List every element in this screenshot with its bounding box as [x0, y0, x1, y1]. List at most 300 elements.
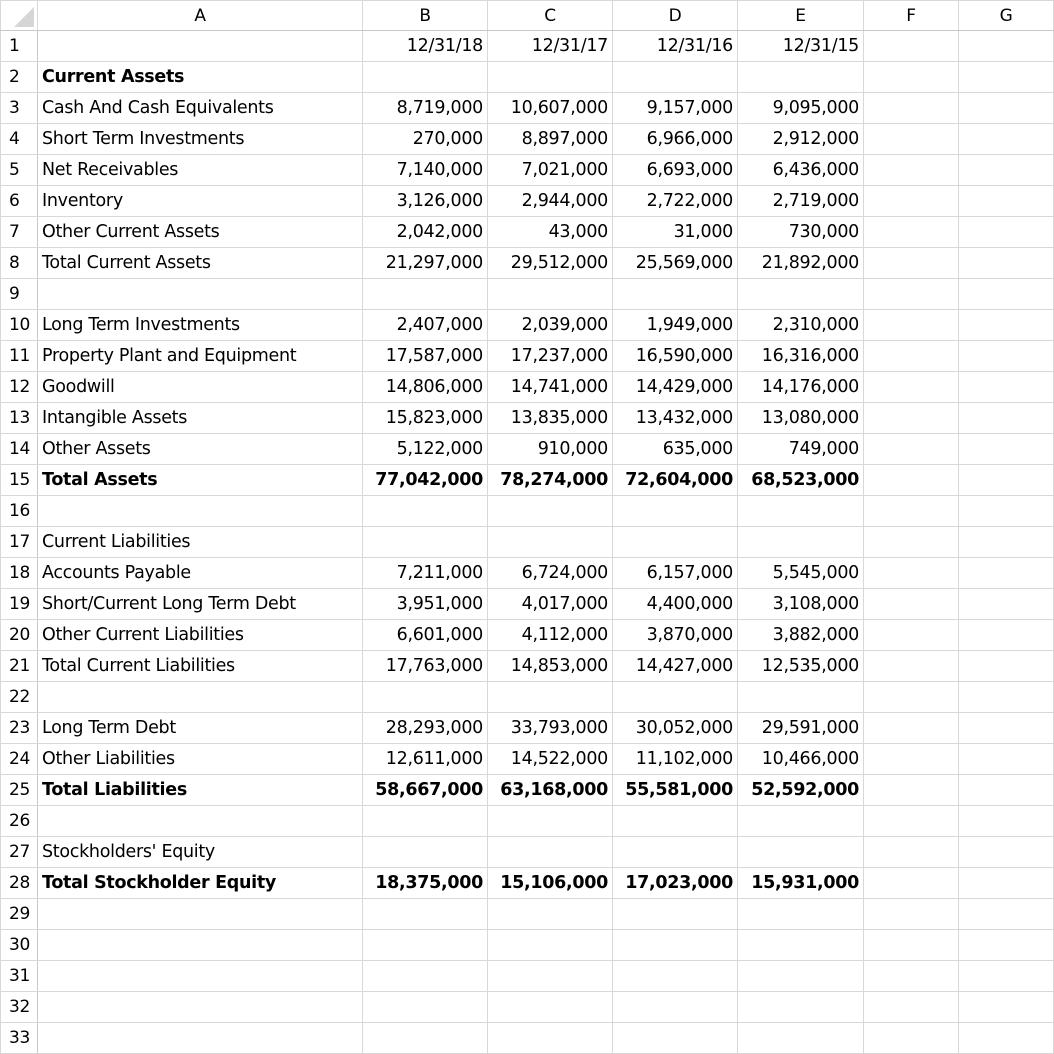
cell-label[interactable]: Other Liabilities: [38, 744, 363, 775]
row-header[interactable]: 29: [1, 899, 38, 930]
cell-label[interactable]: Short Term Investments: [38, 124, 363, 155]
sheet-row: [1, 961, 1054, 992]
row-header[interactable]: 26: [1, 806, 38, 837]
cell-label[interactable]: [38, 992, 363, 1023]
cell-g[interactable]: [959, 62, 1054, 93]
cell-c[interactable]: 10,607,000: [488, 93, 613, 124]
cell-label[interactable]: Current Assets: [38, 62, 363, 93]
sheet-row: [1, 744, 1054, 775]
row-header[interactable]: 11: [1, 341, 38, 372]
cell-e[interactable]: [738, 279, 864, 310]
row-header[interactable]: 27: [1, 837, 38, 868]
cell-d[interactable]: [613, 930, 738, 961]
cell-label[interactable]: Long Term Investments: [38, 310, 363, 341]
cell-e[interactable]: 14,176,000: [738, 372, 864, 403]
cell-c[interactable]: [488, 930, 613, 961]
cell-e[interactable]: 10,466,000: [738, 744, 864, 775]
column-header-b[interactable]: B: [363, 1, 488, 31]
cell-label[interactable]: Total Liabilities: [38, 775, 363, 806]
cell-e[interactable]: 3,882,000: [738, 620, 864, 651]
cell-e[interactable]: [738, 992, 864, 1023]
cell-f[interactable]: [864, 62, 959, 93]
cell-label[interactable]: Long Term Debt: [38, 713, 363, 744]
cell-b[interactable]: 12,611,000: [363, 744, 488, 775]
row-header[interactable]: 25: [1, 775, 38, 806]
cell-f[interactable]: [864, 682, 959, 713]
sheet-row: [1, 403, 1054, 434]
cell-f[interactable]: [864, 744, 959, 775]
cell-e[interactable]: [738, 899, 864, 930]
cell-g[interactable]: [959, 93, 1054, 124]
cell-g[interactable]: [959, 651, 1054, 682]
cell-g[interactable]: [959, 186, 1054, 217]
cell-c[interactable]: [488, 806, 613, 837]
row-header[interactable]: 5: [1, 155, 38, 186]
cell-d[interactable]: [613, 496, 738, 527]
cell-e[interactable]: [738, 806, 864, 837]
cell-f[interactable]: [864, 713, 959, 744]
cell-e[interactable]: [738, 837, 864, 868]
cell-e[interactable]: [738, 1023, 864, 1054]
cell-d[interactable]: 6,157,000: [613, 558, 738, 589]
cell-e[interactable]: [738, 930, 864, 961]
cell-b[interactable]: [363, 279, 488, 310]
cell-c[interactable]: [488, 1023, 613, 1054]
row-header[interactable]: 21: [1, 651, 38, 682]
cell-label[interactable]: Cash And Cash Equivalents: [38, 93, 363, 124]
cell-e[interactable]: 2,912,000: [738, 124, 864, 155]
cell-label[interactable]: Inventory: [38, 186, 363, 217]
cell-label[interactable]: [38, 961, 363, 992]
cell-f[interactable]: [864, 527, 959, 558]
cell-d[interactable]: 14,427,000: [613, 651, 738, 682]
cell-b[interactable]: 58,667,000: [363, 775, 488, 806]
cell-b[interactable]: 6,601,000: [363, 620, 488, 651]
column-header-f[interactable]: F: [864, 1, 959, 31]
sheet-row: [1, 868, 1054, 899]
cell-c[interactable]: 2,039,000: [488, 310, 613, 341]
cell-b[interactable]: 270,000: [363, 124, 488, 155]
row-header[interactable]: 13: [1, 403, 38, 434]
cell-c[interactable]: 78,274,000: [488, 465, 613, 496]
cell-b[interactable]: [363, 899, 488, 930]
cell-c[interactable]: [488, 837, 613, 868]
cell-g[interactable]: [959, 496, 1054, 527]
cell-d[interactable]: 11,102,000: [613, 744, 738, 775]
cell-label[interactable]: [38, 496, 363, 527]
cell-c[interactable]: 14,741,000: [488, 372, 613, 403]
cell-label[interactable]: [38, 899, 363, 930]
cell-label[interactable]: [38, 930, 363, 961]
sheet-row: [1, 434, 1054, 465]
cell-b[interactable]: 2,407,000: [363, 310, 488, 341]
sheet-row: [1, 713, 1054, 744]
cell-g[interactable]: [959, 992, 1054, 1023]
row-header[interactable]: 31: [1, 961, 38, 992]
cell-f[interactable]: [864, 899, 959, 930]
cell-b[interactable]: [363, 961, 488, 992]
cell-g[interactable]: [959, 403, 1054, 434]
cell-b[interactable]: 28,293,000: [363, 713, 488, 744]
cell-f[interactable]: [864, 279, 959, 310]
cell-d[interactable]: [613, 279, 738, 310]
cell-c[interactable]: [488, 961, 613, 992]
cell-e[interactable]: 52,592,000: [738, 775, 864, 806]
select-all-corner[interactable]: [1, 1, 38, 31]
cell-b[interactable]: 5,122,000: [363, 434, 488, 465]
cell-g[interactable]: [959, 217, 1054, 248]
sheet-row: [1, 248, 1054, 279]
cell-g[interactable]: [959, 930, 1054, 961]
cell-g[interactable]: [959, 837, 1054, 868]
cell-f[interactable]: [864, 589, 959, 620]
row-header[interactable]: 9: [1, 279, 38, 310]
cell-label[interactable]: Other Current Liabilities: [38, 620, 363, 651]
cell-label[interactable]: [38, 279, 363, 310]
cell-label[interactable]: [38, 806, 363, 837]
cell-label[interactable]: Other Current Assets: [38, 217, 363, 248]
cell-g[interactable]: [959, 1023, 1054, 1054]
column-header-d[interactable]: D: [613, 1, 738, 31]
sheet-body: [1, 31, 1054, 1054]
cell-d[interactable]: 2,722,000: [613, 186, 738, 217]
sheet-row: [1, 124, 1054, 155]
cell-c[interactable]: 14,522,000: [488, 744, 613, 775]
cell-f[interactable]: [864, 434, 959, 465]
cell-c[interactable]: 4,017,000: [488, 589, 613, 620]
cell-c[interactable]: 7,021,000: [488, 155, 613, 186]
row-header[interactable]: 20: [1, 620, 38, 651]
cell-d[interactable]: [613, 527, 738, 558]
cell-d[interactable]: [613, 961, 738, 992]
cell-f[interactable]: [864, 217, 959, 248]
cell-label[interactable]: Net Receivables: [38, 155, 363, 186]
cell-b[interactable]: [363, 930, 488, 961]
cell-d[interactable]: [613, 1023, 738, 1054]
cell-c[interactable]: 8,897,000: [488, 124, 613, 155]
cell-g[interactable]: [959, 341, 1054, 372]
cell-b[interactable]: 18,375,000: [363, 868, 488, 899]
row-header[interactable]: 1: [1, 31, 38, 62]
cell-b[interactable]: 7,140,000: [363, 155, 488, 186]
cell-g[interactable]: [959, 899, 1054, 930]
sheet-row: [1, 496, 1054, 527]
sheet-row: [1, 527, 1054, 558]
cell-d[interactable]: 4,400,000: [613, 589, 738, 620]
cell-b[interactable]: 15,823,000: [363, 403, 488, 434]
row-header[interactable]: 6: [1, 186, 38, 217]
cell-d[interactable]: 25,569,000: [613, 248, 738, 279]
cell-c[interactable]: [488, 682, 613, 713]
cell-e[interactable]: [738, 62, 864, 93]
cell-label[interactable]: Intangible Assets: [38, 403, 363, 434]
cell-b[interactable]: [363, 837, 488, 868]
cell-g[interactable]: [959, 589, 1054, 620]
cell-label[interactable]: Total Assets: [38, 465, 363, 496]
sheet-row: [1, 806, 1054, 837]
sheet-row: [1, 465, 1054, 496]
cell-f[interactable]: [864, 930, 959, 961]
cell-e[interactable]: [738, 527, 864, 558]
cell-d[interactable]: 14,429,000: [613, 372, 738, 403]
sheet-row: [1, 62, 1054, 93]
cell-e[interactable]: 29,591,000: [738, 713, 864, 744]
cell-g[interactable]: [959, 961, 1054, 992]
cell-c[interactable]: 6,724,000: [488, 558, 613, 589]
cell-f[interactable]: [864, 124, 959, 155]
sheet-row: [1, 279, 1054, 310]
cell-c[interactable]: [488, 527, 613, 558]
cell-c[interactable]: [488, 62, 613, 93]
cell-label[interactable]: [38, 31, 363, 62]
cell-b[interactable]: [363, 1023, 488, 1054]
cell-label[interactable]: Other Assets: [38, 434, 363, 465]
column-header-a[interactable]: A: [38, 1, 363, 31]
row-header[interactable]: 18: [1, 558, 38, 589]
cell-d[interactable]: 72,604,000: [613, 465, 738, 496]
sheet-row: [1, 155, 1054, 186]
column-header-row: [1, 1, 1054, 31]
cell-d[interactable]: [613, 837, 738, 868]
cell-g[interactable]: [959, 682, 1054, 713]
cell-f[interactable]: [864, 775, 959, 806]
cell-label[interactable]: [38, 682, 363, 713]
cell-g[interactable]: [959, 620, 1054, 651]
cell-b[interactable]: 2,042,000: [363, 217, 488, 248]
cell-d[interactable]: 6,966,000: [613, 124, 738, 155]
sheet-row: [1, 992, 1054, 1023]
cell-c[interactable]: [488, 992, 613, 1023]
row-header[interactable]: 7: [1, 217, 38, 248]
cell-d[interactable]: 9,157,000: [613, 93, 738, 124]
cell-b[interactable]: [363, 496, 488, 527]
cell-g[interactable]: [959, 744, 1054, 775]
row-header[interactable]: 16: [1, 496, 38, 527]
cell-c[interactable]: 33,793,000: [488, 713, 613, 744]
cell-label[interactable]: Accounts Payable: [38, 558, 363, 589]
row-header[interactable]: 14: [1, 434, 38, 465]
cell-c[interactable]: 13,835,000: [488, 403, 613, 434]
cell-g[interactable]: [959, 713, 1054, 744]
cell-f[interactable]: [864, 31, 959, 62]
cell-e[interactable]: 6,436,000: [738, 155, 864, 186]
row-header[interactable]: 19: [1, 589, 38, 620]
row-header[interactable]: 23: [1, 713, 38, 744]
cell-e[interactable]: 13,080,000: [738, 403, 864, 434]
cell-d[interactable]: [613, 682, 738, 713]
row-header[interactable]: 12: [1, 372, 38, 403]
cell-d[interactable]: 12/31/16: [613, 31, 738, 62]
cell-d[interactable]: 31,000: [613, 217, 738, 248]
cell-g[interactable]: [959, 372, 1054, 403]
sheet-row: [1, 651, 1054, 682]
cell-e[interactable]: 749,000: [738, 434, 864, 465]
cell-g[interactable]: [959, 775, 1054, 806]
cell-d[interactable]: 55,581,000: [613, 775, 738, 806]
cell-c[interactable]: 12/31/17: [488, 31, 613, 62]
row-header[interactable]: 3: [1, 93, 38, 124]
cell-d[interactable]: [613, 806, 738, 837]
cell-d[interactable]: 16,590,000: [613, 341, 738, 372]
cell-c[interactable]: [488, 279, 613, 310]
cell-label[interactable]: Total Current Assets: [38, 248, 363, 279]
cell-g[interactable]: [959, 868, 1054, 899]
cell-f[interactable]: [864, 248, 959, 279]
cell-e[interactable]: 68,523,000: [738, 465, 864, 496]
sheet-row: [1, 837, 1054, 868]
cell-f[interactable]: [864, 1023, 959, 1054]
cell-c[interactable]: 910,000: [488, 434, 613, 465]
cell-f[interactable]: [864, 341, 959, 372]
sheet-row: [1, 372, 1054, 403]
cell-e[interactable]: 5,545,000: [738, 558, 864, 589]
cell-f[interactable]: [864, 465, 959, 496]
cell-d[interactable]: 635,000: [613, 434, 738, 465]
cell-g[interactable]: [959, 527, 1054, 558]
cell-c[interactable]: 43,000: [488, 217, 613, 248]
row-header[interactable]: 28: [1, 868, 38, 899]
cell-label[interactable]: Goodwill: [38, 372, 363, 403]
cell-b[interactable]: 3,951,000: [363, 589, 488, 620]
cell-e[interactable]: 12/31/15: [738, 31, 864, 62]
cell-b[interactable]: [363, 62, 488, 93]
cell-g[interactable]: [959, 310, 1054, 341]
cell-f[interactable]: [864, 806, 959, 837]
cell-c[interactable]: [488, 496, 613, 527]
cell-e[interactable]: 730,000: [738, 217, 864, 248]
cell-c[interactable]: 29,512,000: [488, 248, 613, 279]
cell-f[interactable]: [864, 651, 959, 682]
cell-b[interactable]: 21,297,000: [363, 248, 488, 279]
cell-e[interactable]: 15,931,000: [738, 868, 864, 899]
cell-c[interactable]: 17,237,000: [488, 341, 613, 372]
row-header[interactable]: 8: [1, 248, 38, 279]
cell-b[interactable]: 12/31/18: [363, 31, 488, 62]
sheet-row: [1, 775, 1054, 806]
row-header[interactable]: 33: [1, 1023, 38, 1054]
cell-g[interactable]: [959, 434, 1054, 465]
sheet-row: [1, 93, 1054, 124]
cell-f[interactable]: [864, 620, 959, 651]
cell-e[interactable]: 9,095,000: [738, 93, 864, 124]
cell-g[interactable]: [959, 155, 1054, 186]
cell-b[interactable]: 8,719,000: [363, 93, 488, 124]
cell-e[interactable]: 21,892,000: [738, 248, 864, 279]
cell-b[interactable]: 17,763,000: [363, 651, 488, 682]
sheet-row: [1, 31, 1054, 62]
cell-f[interactable]: [864, 992, 959, 1023]
cell-f[interactable]: [864, 837, 959, 868]
cell-b[interactable]: 14,806,000: [363, 372, 488, 403]
row-header[interactable]: 32: [1, 992, 38, 1023]
cell-f[interactable]: [864, 961, 959, 992]
cell-e[interactable]: [738, 961, 864, 992]
cell-label[interactable]: Total Current Liabilities: [38, 651, 363, 682]
cell-b[interactable]: 77,042,000: [363, 465, 488, 496]
cell-f[interactable]: [864, 558, 959, 589]
cell-e[interactable]: 2,310,000: [738, 310, 864, 341]
row-header[interactable]: 4: [1, 124, 38, 155]
cell-c[interactable]: 4,112,000: [488, 620, 613, 651]
cell-d[interactable]: 3,870,000: [613, 620, 738, 651]
cell-d[interactable]: [613, 992, 738, 1023]
cell-f[interactable]: [864, 403, 959, 434]
cell-c[interactable]: 2,944,000: [488, 186, 613, 217]
cell-e[interactable]: 16,316,000: [738, 341, 864, 372]
cell-f[interactable]: [864, 868, 959, 899]
cell-b[interactable]: 17,587,000: [363, 341, 488, 372]
row-header[interactable]: 2: [1, 62, 38, 93]
column-header-c[interactable]: C: [488, 1, 613, 31]
cell-f[interactable]: [864, 155, 959, 186]
sheet-row: [1, 682, 1054, 713]
cell-b[interactable]: 7,211,000: [363, 558, 488, 589]
cell-label[interactable]: Short/Current Long Term Debt: [38, 589, 363, 620]
cell-label[interactable]: Stockholders' Equity: [38, 837, 363, 868]
cell-c[interactable]: 14,853,000: [488, 651, 613, 682]
cell-c[interactable]: [488, 899, 613, 930]
cell-c[interactable]: 15,106,000: [488, 868, 613, 899]
cell-e[interactable]: 2,719,000: [738, 186, 864, 217]
cell-f[interactable]: [864, 310, 959, 341]
cell-g[interactable]: [959, 806, 1054, 837]
cell-d[interactable]: 1,949,000: [613, 310, 738, 341]
cell-f[interactable]: [864, 372, 959, 403]
cell-label[interactable]: Current Liabilities: [38, 527, 363, 558]
cell-e[interactable]: 12,535,000: [738, 651, 864, 682]
sheet-row: [1, 310, 1054, 341]
cell-label[interactable]: Total Stockholder Equity: [38, 868, 363, 899]
column-header-g[interactable]: G: [959, 1, 1054, 31]
cell-g[interactable]: [959, 558, 1054, 589]
cell-e[interactable]: [738, 496, 864, 527]
sheet-row: [1, 620, 1054, 651]
cell-d[interactable]: [613, 899, 738, 930]
row-header[interactable]: 22: [1, 682, 38, 713]
cell-e[interactable]: [738, 682, 864, 713]
column-header-e[interactable]: E: [738, 1, 864, 31]
cell-g[interactable]: [959, 248, 1054, 279]
cell-d[interactable]: 17,023,000: [613, 868, 738, 899]
cell-g[interactable]: [959, 31, 1054, 62]
cell-f[interactable]: [864, 93, 959, 124]
cell-f[interactable]: [864, 186, 959, 217]
cell-g[interactable]: [959, 465, 1054, 496]
row-header[interactable]: 30: [1, 930, 38, 961]
row-header[interactable]: 24: [1, 744, 38, 775]
row-header[interactable]: 15: [1, 465, 38, 496]
cell-b[interactable]: [363, 992, 488, 1023]
cell-e[interactable]: 3,108,000: [738, 589, 864, 620]
cell-f[interactable]: [864, 496, 959, 527]
row-header[interactable]: 10: [1, 310, 38, 341]
cell-b[interactable]: [363, 682, 488, 713]
cell-b[interactable]: 3,126,000: [363, 186, 488, 217]
sheet-row: [1, 589, 1054, 620]
row-header[interactable]: 17: [1, 527, 38, 558]
cell-d[interactable]: 13,432,000: [613, 403, 738, 434]
cell-g[interactable]: [959, 279, 1054, 310]
cell-c[interactable]: 63,168,000: [488, 775, 613, 806]
cell-d[interactable]: 6,693,000: [613, 155, 738, 186]
cell-b[interactable]: [363, 527, 488, 558]
cell-b[interactable]: [363, 806, 488, 837]
cell-d[interactable]: 30,052,000: [613, 713, 738, 744]
cell-d[interactable]: [613, 62, 738, 93]
cell-label[interactable]: Property Plant and Equipment: [38, 341, 363, 372]
cell-g[interactable]: [959, 124, 1054, 155]
cell-label[interactable]: [38, 1023, 363, 1054]
